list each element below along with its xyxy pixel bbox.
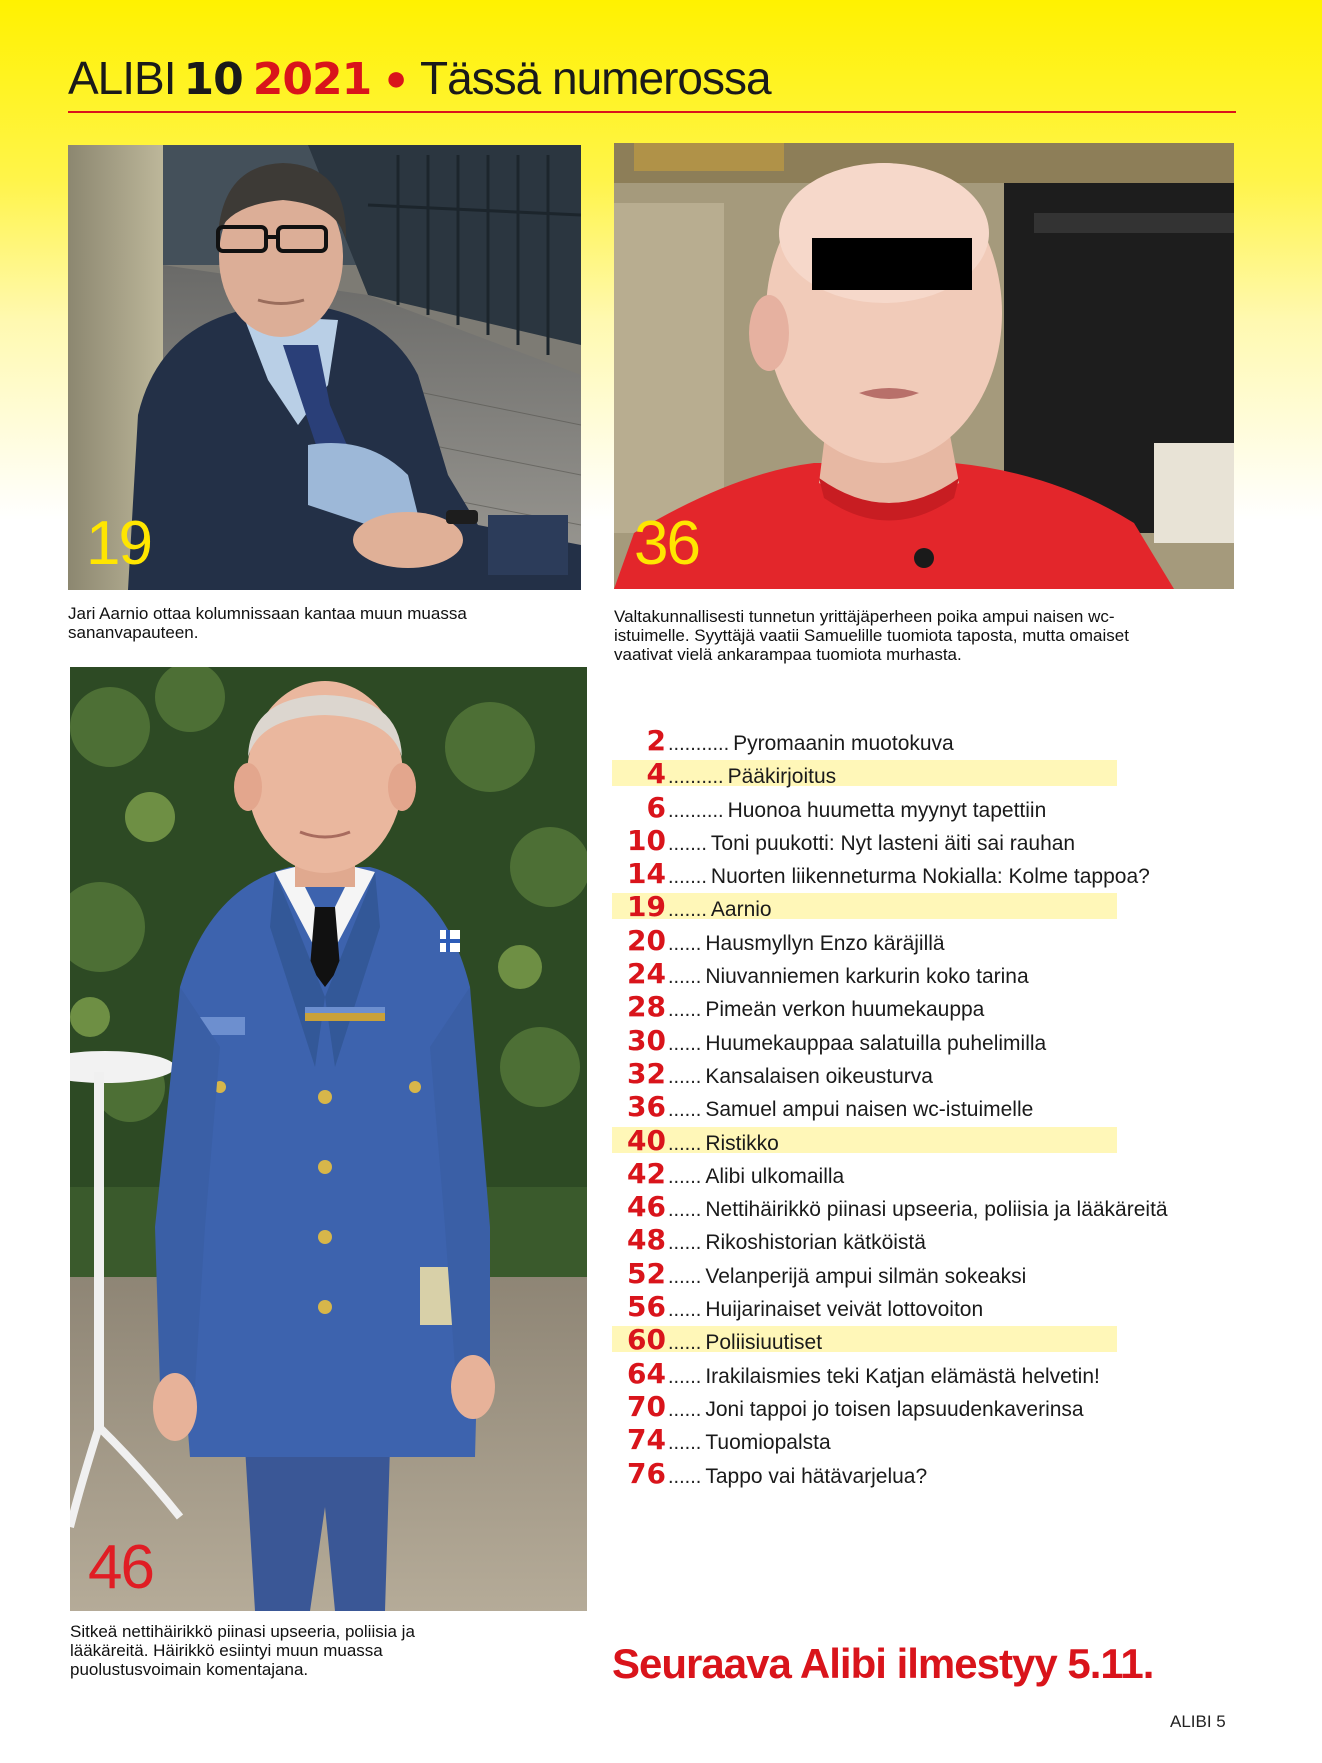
- toc-article-title: Pimeän verkon huumekauppa: [705, 998, 985, 1022]
- toc-leader-dots: .......: [668, 899, 707, 922]
- toc-page-number: 48: [627, 1223, 666, 1257]
- toc-article-title: Tappo vai hätävarjelua?: [705, 1464, 928, 1488]
- toc-row: [612, 824, 1252, 857]
- feature-page-number: 36: [634, 509, 699, 578]
- toc-article-title: Rikoshistorian kätköistä: [705, 1231, 926, 1255]
- toc-article-title: Huumekauppaa salatuilla puhelimilla: [705, 1031, 1047, 1055]
- feature-page-number: 46: [88, 1533, 153, 1602]
- issue-year: 2021: [252, 54, 372, 105]
- toc-row: [612, 1157, 1252, 1190]
- magazine-brand: ALIBI: [68, 52, 176, 104]
- toc-row: [612, 1190, 1252, 1223]
- toc-page-number: 52: [627, 1256, 666, 1290]
- feature-caption-samuel: Valtakunnallisesti tunnetun yrittäjäperheen poika ampui naisen wc-istuimelle. Syyttäjä vaatii Samuelille tuomiota taposta, mutta omaiset vaativat vielä ankarampaa tuomiota murhasta.: [614, 607, 1129, 664]
- toc-page-number: 19: [627, 890, 666, 924]
- toc-leader-dots: .......: [668, 866, 707, 889]
- table-of-contents: [612, 724, 1252, 1490]
- feature-caption-officer: Sitkeä nettihäirikkö piinasi upseeria, poliisia ja lääkäreitä. Häirikkö esiintyi muun muassa puolustusvoimain komentajana.: [70, 1622, 415, 1679]
- toc-row: [612, 757, 1252, 790]
- toc-article-title: Samuel ampui naisen wc-istuimelle: [705, 1098, 1034, 1122]
- toc-leader-dots: ......: [668, 1099, 702, 1122]
- toc-row: [612, 1090, 1252, 1123]
- toc-leader-dots: ..........: [668, 799, 724, 822]
- toc-row: [612, 724, 1252, 757]
- toc-page-number: 10: [627, 823, 666, 857]
- toc-leader-dots: ......: [668, 1032, 702, 1055]
- feature-page-number: 19: [86, 509, 151, 578]
- toc-page-number: 60: [627, 1323, 666, 1357]
- toc-page-number: 24: [627, 957, 666, 991]
- toc-article-title: Huijarinaiset veivät lottovoiton: [705, 1298, 984, 1322]
- toc-row: [612, 990, 1252, 1023]
- toc-leader-dots: ......: [668, 1199, 702, 1222]
- feature-photo-samuel: [614, 143, 1234, 589]
- toc-row: [612, 1124, 1252, 1157]
- toc-row: [612, 1457, 1252, 1490]
- toc-leader-dots: ......: [668, 1132, 702, 1155]
- toc-page-number: 74: [627, 1423, 666, 1457]
- toc-page-number: 46: [627, 1190, 666, 1224]
- issue-number: 10: [183, 54, 243, 105]
- toc-page-number: 64: [627, 1356, 666, 1390]
- toc-page-number: 40: [627, 1123, 666, 1157]
- toc-row: [612, 890, 1252, 923]
- page-title: Tässä numerossa: [419, 52, 771, 104]
- toc-row: [612, 1057, 1252, 1090]
- toc-page-number: 14: [627, 857, 666, 891]
- page-header: [68, 50, 1236, 106]
- toc-article-title: Tuomiopalsta: [705, 1431, 831, 1455]
- toc-page-number: 56: [627, 1290, 666, 1324]
- toc-leader-dots: ......: [668, 966, 702, 989]
- toc-article-title: Poliisiuutiset: [705, 1331, 823, 1355]
- feature-caption-aarnio: Jari Aarnio ottaa kolumnissaan kantaa muun muassa sananvapauteen.: [68, 604, 467, 642]
- toc-article-title: Toni puukotti: Nyt lasteni äiti sai rauhan: [710, 831, 1076, 855]
- toc-article-title: Nettihäirikkö piinasi upseeria, poliisia ja lääkäreitä: [705, 1198, 1168, 1222]
- toc-article-title: Pääkirjoitus: [727, 765, 837, 789]
- toc-page-number: 70: [627, 1389, 666, 1423]
- bullet-icon: ●: [385, 57, 406, 98]
- toc-leader-dots: ......: [668, 1465, 702, 1488]
- toc-page-number: 2: [646, 724, 666, 757]
- toc-article-title: Nuorten liikenneturma Nokialla: Kolme tappoa?: [710, 865, 1150, 889]
- toc-row: [612, 1390, 1252, 1423]
- toc-row: [612, 1290, 1252, 1323]
- feature-photo-officer: [70, 667, 587, 1611]
- toc-leader-dots: ......: [668, 1165, 702, 1188]
- toc-leader-dots: ...........: [668, 733, 730, 755]
- toc-page-number: 28: [627, 990, 666, 1024]
- toc-article-title: Kansalaisen oikeusturva: [705, 1064, 933, 1088]
- next-issue-notice: Seuraava Alibi ilmestyy 5.11.: [612, 1640, 1154, 1687]
- toc-page-number: 42: [627, 1156, 666, 1190]
- toc-article-title: Ristikko: [705, 1131, 779, 1155]
- feature-photo-aarnio: [68, 145, 581, 590]
- toc-row: [612, 1223, 1252, 1256]
- toc-page-number: 20: [627, 923, 666, 957]
- toc-row: [612, 1423, 1252, 1456]
- toc-page-number: 30: [627, 1023, 666, 1057]
- toc-row: [612, 1024, 1252, 1057]
- toc-leader-dots: ......: [668, 932, 702, 955]
- toc-article-title: Pyromaanin muotokuva: [733, 732, 954, 755]
- toc-leader-dots: ......: [668, 1432, 702, 1455]
- toc-row: [612, 791, 1252, 824]
- toc-page-number: 36: [627, 1090, 666, 1124]
- toc-article-title: Aarnio: [710, 898, 772, 922]
- toc-leader-dots: ......: [668, 1398, 702, 1421]
- toc-article-title: Joni tappoi jo toisen lapsuudenkaverinsa: [705, 1397, 1084, 1421]
- toc-leader-dots: ......: [668, 1365, 702, 1388]
- toc-leader-dots: ......: [668, 1332, 702, 1355]
- toc-page-number: 6: [646, 790, 666, 824]
- samuel-photo-illustration: [614, 143, 1234, 589]
- toc-article-title: Huonoa huumetta myynyt tapettiin: [727, 798, 1047, 822]
- toc-row: [612, 1323, 1252, 1356]
- toc-page-number: 4: [646, 757, 666, 791]
- toc-row: [612, 1257, 1252, 1290]
- toc-row: [612, 924, 1252, 957]
- toc-row: [612, 1357, 1252, 1390]
- toc-page-number: 32: [627, 1056, 666, 1090]
- toc-article-title: Velanperijä ampui silmän sokeaksi: [705, 1264, 1027, 1288]
- toc-leader-dots: ......: [668, 1299, 702, 1322]
- toc-article-title: Niuvanniemen karkurin koko tarina: [705, 965, 1029, 989]
- page-folio: ALIBI 5: [1170, 1712, 1226, 1731]
- toc-article-title: Hausmyllyn Enzo käräjillä: [705, 931, 945, 955]
- toc-leader-dots: ......: [668, 999, 702, 1022]
- toc-page-number: 76: [627, 1456, 666, 1490]
- toc-leader-dots: ......: [668, 1232, 702, 1255]
- header-divider: [68, 111, 1236, 113]
- toc-row: [612, 957, 1252, 990]
- toc-leader-dots: .......: [668, 832, 707, 855]
- toc-article-title: Alibi ulkomailla: [705, 1164, 845, 1188]
- toc-leader-dots: ..........: [668, 766, 724, 789]
- toc-row: [612, 857, 1252, 890]
- toc-leader-dots: ......: [668, 1265, 702, 1288]
- toc-article-title: Irakilaismies teki Katjan elämästä helvetin!: [705, 1364, 1100, 1388]
- toc-leader-dots: ......: [668, 1065, 702, 1088]
- officer-photo-illustration: [70, 667, 587, 1611]
